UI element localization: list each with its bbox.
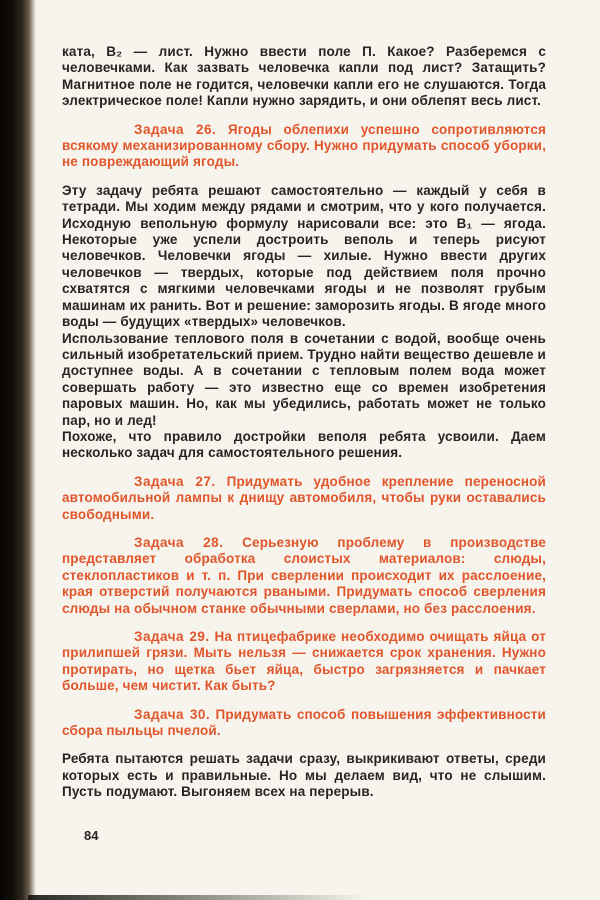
task-30-label: Задача 30. [134,706,211,722]
task-28-label: Задача 28. [134,534,224,550]
paragraph-rule-learned: Похоже, что правило достройки веполя ребята усвоили. Даем несколько задач для самостоятельного решения. [62,428,546,461]
task-26-label: Задача 26. [134,121,217,137]
task-26-text: Ягоды облепихи успешно сопротивляются всякому механизированному сбору. Нужно придумать способ уборки, не повреждающий ягоды. [62,121,547,170]
task-28-text: Серьезную проблему в производстве представляет обработка слоистых материалов: слюды, стеклопластиков и т. п. При сверлении происходит их расслоение, края отверстий получаются рваными. Придумать способ сверления слюды на обычном станке обычными сверлами, но без расслоения. [62,534,546,616]
task-27-label: Задача 27. [134,473,216,489]
scan-bottom-edge [28,895,368,900]
page-number: 84 [84,828,99,843]
paragraph-thermal-field: Использование теплового поля в сочетании с водой, вообще очень сильный изобретательский прием. Трудно найти вещество дешевле и доступнее воды. А в сочетании с тепловым полем вода может совершать работу — это известно еще со времен изобретения паровых машин. Но, как мы убедились, работать может не только пар, но и лед! [62,330,546,428]
task-30-text: Придумать способ повышения эффективности сбора пыльцы пчелой. [62,706,547,739]
paragraph-droplets-continuation: ката, В₂ — лист. Нужно ввести поле П. Какое? Разберемся с человечками. Как зазвать человечка капли под лист? Затащить? Магнитное поле не годится, человечки капли его не слушаются. Тогда электрическое поле! Капли нужно зарядить, и они облепят весь лист. [62,44,546,109]
task-27-paragraph [62,474,546,523]
task-26-paragraph [62,122,546,171]
task-30-paragraph [62,707,546,740]
task-27-text: Придумать удобное крепление переносной автомобильной лампы к днищу автомобиля, чтобы руки оставались свободными. [62,473,546,522]
task-28-paragraph [62,535,546,617]
paragraph-berries-solution: Эту задачу ребята решают самостоятельно — каждый у себя в тетради. Мы ходим между рядами и смотрим, что у кого получается. Исходную вепольную формулу нарисовали все: это В₁ — ягода. Некоторые уже успели достроить веполь и теперь рисуют человечков. Человечки ягоды — хилые. Нужно ввести других человечков — твердых, которые под действием поля прочно схватятся с мягкими человечками ягоды и не позволят грубым машинам их ранить. Вот и решение: заморозить ягоды. В ягоде много воды — будущих «твердых» человечков. [62,182,546,330]
book-spine-shadow [0,0,36,900]
task-29-label: Задача 29. [134,629,210,644]
task-29-paragraph [62,629,546,695]
paragraph-class-break: Ребята пытаются решать задачи сразу, выкрикивают ответы, среди которых есть и правильные. Но мы делаем вид, что не слышим. Пусть подумают. Выгоняем всех на перерыв. [62,751,546,800]
text-column [62,44,546,813]
task-29-text: На птицефабрике необходимо очищать яйца от прилипшей грязи. Мыть нельзя — снижается срок хранения. Нужно протирать, но щетка бьет яйца, быстро загрязняется и пачкает больше, чем чистит. Как быть? [62,629,546,694]
